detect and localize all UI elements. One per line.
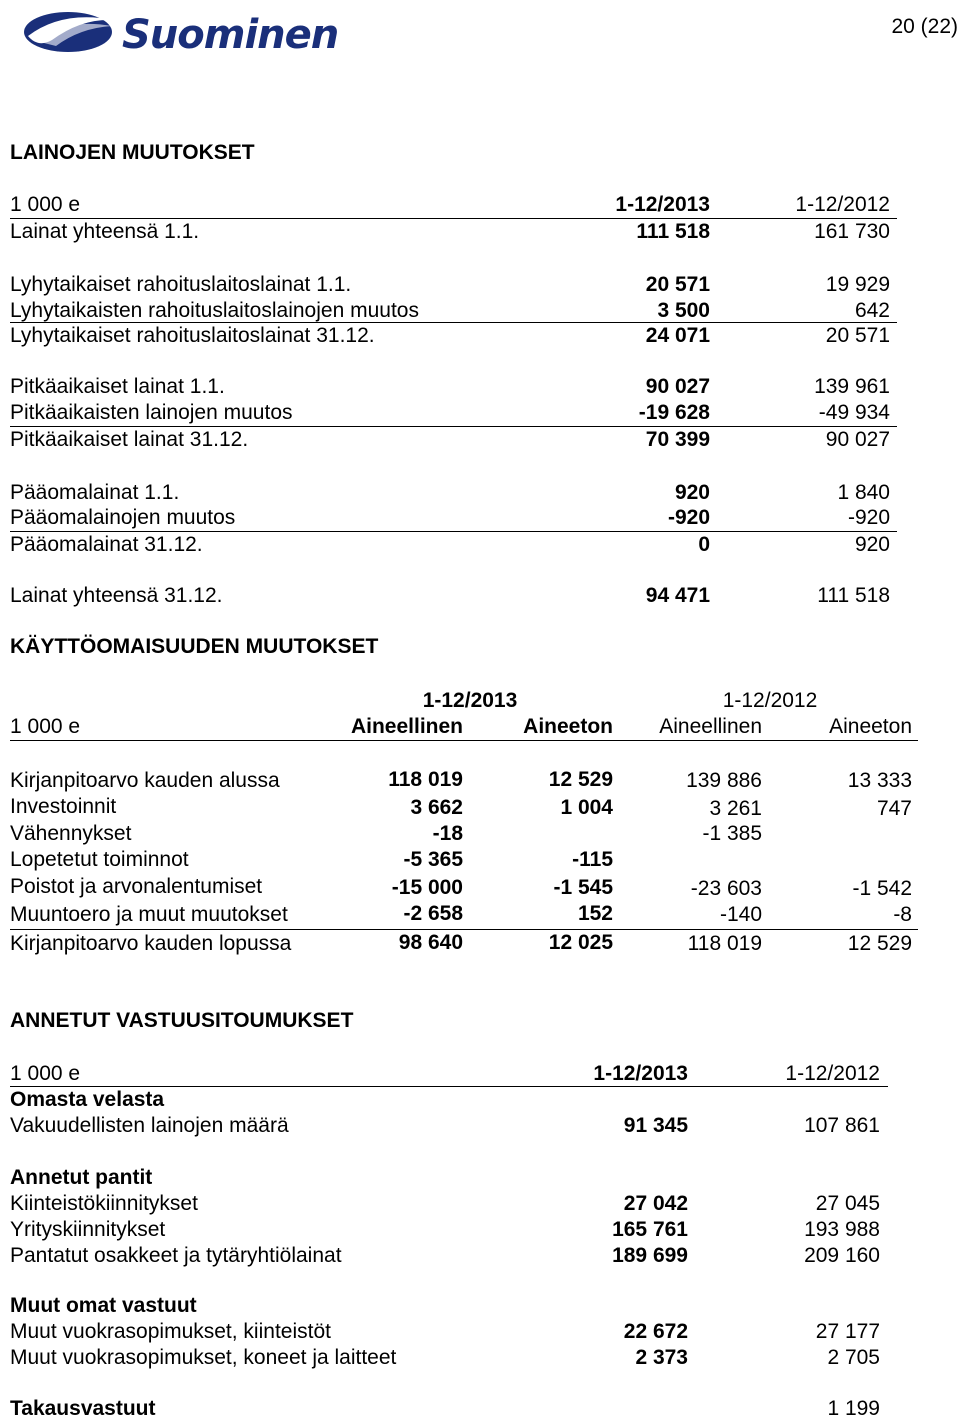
table-cell-2012: -920 (847, 506, 890, 529)
table-cell-2012: -49 934 (818, 401, 890, 424)
table-cell: 152 (577, 902, 613, 925)
commitments-unit: 1 000 e (10, 1062, 81, 1085)
table-row-label: Muut vuokrasopimukset, kiinteistöt (10, 1320, 331, 1343)
table-cell: 98 640 (398, 931, 463, 954)
table-row-label: Kirjanpitoarvo kauden lopussa (10, 932, 292, 955)
assets-unit: 1 000 e (10, 715, 81, 738)
table-cell: 13 333 (847, 769, 912, 792)
table-cell: 12 529 (847, 932, 912, 955)
table-cell: -140 (719, 903, 762, 926)
table-cell-2013: 22 672 (623, 1320, 688, 1343)
table-cell: -18 (432, 822, 463, 845)
table-cell: 1 004 (560, 796, 613, 819)
table-cell-2013: 189 699 (612, 1244, 688, 1267)
table-cell: -5 365 (403, 848, 463, 871)
table-cell: 12 529 (548, 768, 613, 791)
own-debt-heading: Omasta velasta (10, 1088, 165, 1111)
commitments-col-2012: 1-12/2012 (785, 1062, 880, 1085)
assets-title: KÄYTTÖOMAISUUDEN MUUTOKSET (10, 635, 379, 658)
table-cell-2012: 209 160 (804, 1244, 880, 1267)
table-cell: -8 (893, 903, 912, 926)
table-row-label: Yrityskiinnitykset (10, 1218, 166, 1241)
table-cell: -1 542 (852, 877, 912, 900)
table-cell-2012: 111 518 (817, 584, 890, 607)
table-cell-2013: 24 071 (645, 324, 710, 347)
table-row-label: Lyhytaikaiset rahoituslaitoslainat 1.1. (10, 273, 352, 296)
table-cell: -2 658 (403, 902, 463, 925)
table-cell-2012: 90 027 (825, 428, 890, 451)
table-cell: -1 385 (702, 822, 762, 845)
table-row-label: Vakuudellisten lainojen määrä (10, 1114, 289, 1137)
table-cell: 3 261 (709, 797, 762, 820)
divider (10, 740, 918, 741)
pledges-heading: Annetut pantit (10, 1166, 153, 1189)
table-row-label: Lyhytaikaisten rahoituslaitoslainojen muutos (10, 299, 419, 322)
table-row-label: Pääomalainat 31.12. (10, 533, 203, 556)
assets-period-2013: 1-12/2013 (422, 689, 518, 712)
table-cell-2013: 20 571 (645, 273, 710, 296)
table-cell: -15 000 (391, 876, 463, 899)
other-heading: Muut omat vastuut (10, 1294, 197, 1317)
assets-col-tangible-2012: Aineellinen (659, 715, 762, 738)
table-row-label: Lainat yhteensä 31.12. (10, 584, 223, 607)
loans-col-2012: 1-12/2012 (795, 193, 890, 216)
table-cell-2012: 27 045 (815, 1192, 880, 1215)
table-cell-2013: 91 345 (623, 1114, 688, 1137)
loans-col-2013: 1-12/2013 (615, 193, 710, 216)
table-row-label: Lopetetut toiminnot (10, 848, 189, 871)
table-cell-2013: 3 500 (657, 299, 710, 322)
table-cell-2013: 94 471 (645, 584, 710, 607)
logo-swoosh-icon (22, 6, 122, 62)
table-cell-2013: -920 (667, 506, 710, 529)
table-cell-2013: 70 399 (645, 428, 710, 451)
commitments-title: ANNETUT VASTUUSITOUMUKSET (10, 1009, 354, 1032)
table-cell-2012: 107 861 (804, 1114, 880, 1137)
table-row-label: Kiinteistökiinnitykset (10, 1192, 198, 1215)
table-row-label: Pitkäaikaisten lainojen muutos (10, 401, 293, 424)
table-cell: -1 545 (553, 876, 613, 899)
table-row-label: Pantatut osakkeet ja tytäryhtiölainat (10, 1244, 342, 1267)
table-cell-2013: 165 761 (612, 1218, 688, 1241)
assets-col-tangible-2013: Aineellinen (350, 715, 463, 738)
table-row-label: Kirjanpitoarvo kauden alussa (10, 769, 280, 792)
table-cell: 118 019 (388, 768, 463, 791)
loans-title: LAINOJEN MUUTOKSET (10, 141, 255, 164)
table-cell: 118 019 (687, 932, 762, 955)
commitments-col-2013: 1-12/2013 (593, 1062, 688, 1085)
table-row-label: Pääomalainojen muutos (10, 506, 236, 529)
assets-col-intangible-2013: Aineeton (523, 715, 613, 738)
table-row-label: Investoinnit (10, 795, 117, 818)
guarantees-label: Takausvastuut (10, 1397, 156, 1420)
table-cell-2012: 161 730 (814, 220, 890, 243)
table-cell: -115 (572, 848, 613, 871)
loans-unit: 1 000 e (10, 193, 81, 216)
table-row-label: Pitkäaikaiset lainat 31.12. (10, 428, 249, 451)
table-row-label: Muut vuokrasopimukset, koneet ja laitteet (10, 1346, 397, 1369)
table-cell-2012: 920 (854, 533, 890, 556)
table-cell-2012: 2 705 (827, 1346, 880, 1369)
table-cell-2012: 19 929 (825, 273, 890, 296)
assets-period-2012: 1-12/2012 (722, 689, 818, 712)
table-cell: 747 (876, 797, 912, 820)
page-number: 20 (22) (891, 15, 958, 38)
table-cell-2012: 642 (854, 299, 890, 322)
table-cell: 3 662 (410, 796, 463, 819)
assets-col-intangible-2012: Aineeton (829, 715, 912, 738)
table-cell-2012: 139 961 (814, 375, 890, 398)
table-row-label: Lainat yhteensä 1.1. (10, 220, 200, 243)
table-cell-2013: 90 027 (645, 375, 710, 398)
table-cell-2012: 1 199 (827, 1397, 880, 1420)
table-row-label: Muuntoero ja muut muutokset (10, 903, 288, 926)
table-cell-2013: 111 518 (636, 220, 710, 243)
table-cell-2013: 27 042 (623, 1192, 688, 1215)
table-cell-2013: 920 (674, 481, 710, 504)
table-row-label: Lyhytaikaiset rahoituslaitoslainat 31.12. (10, 324, 375, 347)
table-row-label: Pitkäaikaiset lainat 1.1. (10, 375, 225, 398)
table-row-label: Pääomalainat 1.1. (10, 481, 180, 504)
logo-wordmark: Suominen (122, 12, 339, 58)
table-cell-2012: 1 840 (837, 481, 890, 504)
table-cell: 12 025 (548, 931, 613, 954)
table-cell-2012: 20 571 (825, 324, 890, 347)
table-row-label: Poistot ja arvonalentumiset (10, 875, 263, 898)
table-cell: 139 886 (686, 769, 762, 792)
table-cell-2013: 0 (698, 533, 710, 556)
table-cell-2013: 2 373 (635, 1346, 688, 1369)
table-cell-2013: -19 628 (638, 401, 710, 424)
table-cell-2012: 27 177 (815, 1320, 880, 1343)
table-row-label: Vähennykset (10, 822, 132, 845)
suominen-logo (22, 6, 352, 62)
table-cell: -23 603 (690, 877, 762, 900)
table-cell-2012: 193 988 (804, 1218, 880, 1241)
